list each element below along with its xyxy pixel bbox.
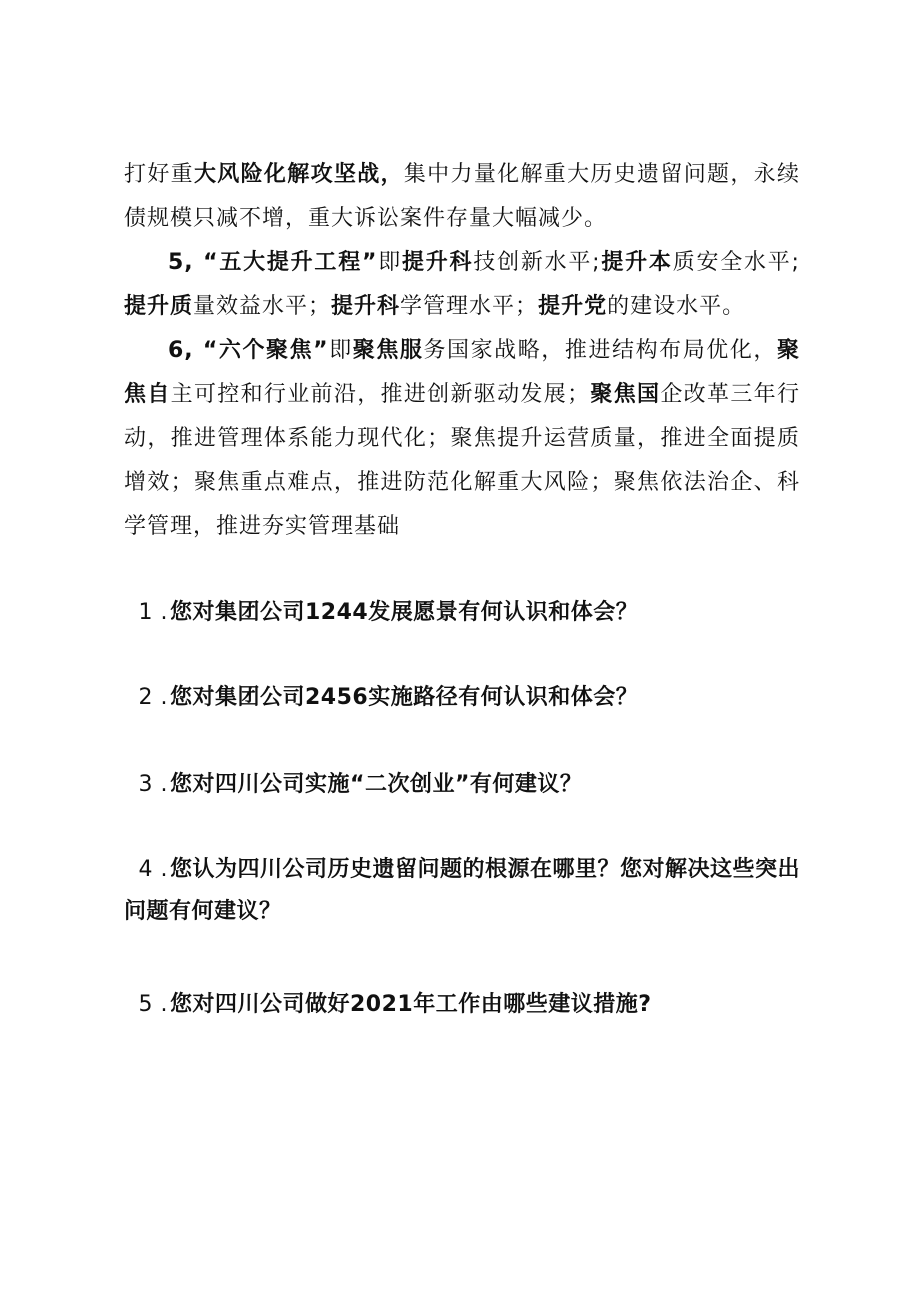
paragraph-six-focuses	[124, 329, 800, 549]
text-run: 主可控和行业前沿，推进创新驱动发展；	[170, 382, 591, 407]
question-number: 4 .	[138, 857, 168, 882]
question-item	[124, 764, 800, 806]
text-run: 量效益水平；	[193, 294, 332, 319]
text-run: 即	[328, 338, 353, 363]
text-run-bold: 聚焦服	[352, 338, 424, 363]
text-run-bold: 提升本	[600, 250, 673, 275]
question-item	[124, 592, 800, 634]
question-number: 5 .	[138, 992, 168, 1017]
question-text: 您对四川公司做好2021年工作由哪些建议措施?	[170, 992, 652, 1017]
question-item	[124, 849, 800, 933]
text-run-bold: 大风险化解攻坚战，	[193, 162, 404, 187]
text-run: 技创新水平;	[473, 250, 601, 275]
question-number: 3 .	[138, 772, 168, 797]
text-run: 打好重	[124, 162, 194, 187]
text-run-bold: 提升科	[401, 250, 474, 275]
text-run: 企改革三年行动，推进管理体系能力现代化；聚焦提升运营质量，推进全面提质增效；聚焦重点难点，推进防范化解重大风险；聚焦依法治企、科学管理，推进夯实管理基础	[124, 382, 800, 539]
text-run-bold: 提升质	[124, 294, 194, 319]
text-run: 集中力量化解重大历史遗留问题，永续债规模只减不增，重大诉讼案件存量大幅减少。	[124, 162, 800, 231]
text-run: 的建设水平。	[607, 294, 746, 319]
paragraph-five-upgrades	[124, 241, 800, 329]
paragraph-risk-resolution	[124, 153, 800, 241]
question-text: 您对四川公司实施“二次创业”有何建议？	[170, 772, 583, 797]
question-text: 您认为四川公司历史遗留问题的根源在哪里？您对解决这些突出问题有何建议？	[124, 857, 801, 924]
question-text: 您对集团公司2456实施路径有何认识和体会？	[170, 685, 639, 710]
text-run: 务国家战略，推进结构布局优化，	[423, 338, 777, 363]
question-number: 2 .	[138, 685, 168, 710]
text-run: 即	[377, 250, 402, 275]
question-number: 1 .	[138, 600, 168, 625]
text-run-bold: 提升科	[331, 294, 401, 319]
text-run-bold: 提升党	[538, 294, 608, 319]
text-run-bold: 聚焦自	[124, 338, 800, 407]
question-item	[124, 984, 800, 1026]
text-run: 学管理水平；	[400, 294, 539, 319]
question-text: 您对集团公司1244发展愿景有何认识和体会？	[170, 600, 639, 625]
text-run-bold: 聚焦国	[590, 382, 661, 407]
question-item	[124, 677, 800, 719]
text-run: 质安全水平;	[672, 250, 800, 275]
text-run-bold: 6, “六个聚焦”	[168, 338, 329, 363]
text-run-bold: 5, “五大提升工程”	[168, 250, 378, 275]
